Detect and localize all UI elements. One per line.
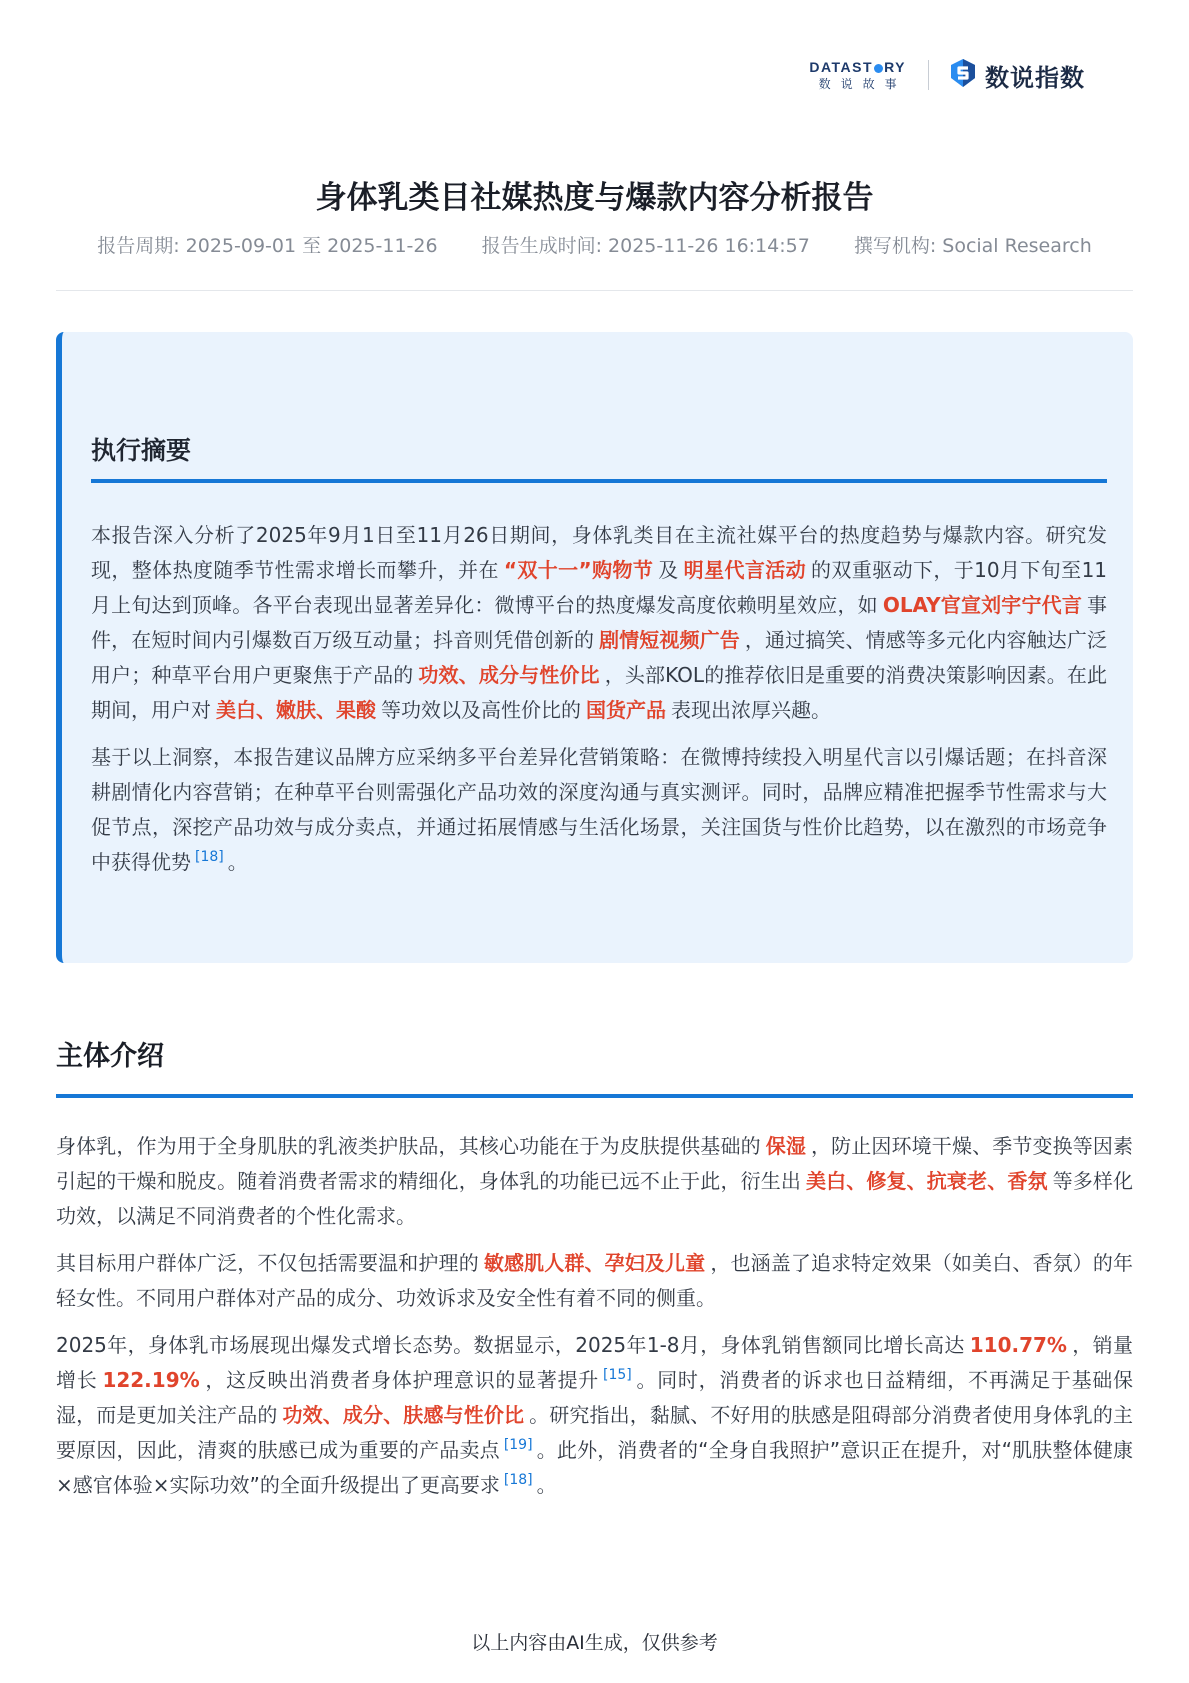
paragraph-text: 事件，在短时间内引爆数百万级互动量；抖音则凭借创新的 [91,593,1108,652]
report-author: 撰写机构: Social Research [853,235,1092,257]
highlight-keyword: 功效、成分、肤感与性价比 [282,1403,525,1427]
paragraph-text: 表现出浓厚兴趣。 [671,698,831,722]
datastory-wordmark: DATAST RY [809,59,906,75]
highlight-keyword: 美白、嫩肤、果酸 [216,698,376,722]
datastory-chinese-name: 数说故事 [818,77,907,91]
highlight-keyword: 明星代言活动 [683,558,807,582]
intro-heading-underline [56,1094,1133,1098]
paragraph-text: ，也涵盖了追求特定效果（如美白、香氛）的年轻女性。不同用户群体对产品的成分、功效诉求及安全性有着不同的侧重。 [56,1251,1134,1310]
brand-logo [949,58,1085,93]
logo-divider [928,60,929,90]
header-divider [56,290,1133,291]
highlight-keyword: 国货产品 [586,698,666,722]
highlight-keyword: 敏感肌人群、孕妇及儿童 [483,1251,706,1275]
brand-name: 数说指数 [985,63,1085,92]
report-meta [0,231,1189,258]
paragraph-text: 等功效以及高性价比的 [381,698,581,722]
paragraph-text: ，头部KOL的推荐依旧是重要的消费决策影响因素。在此期间，用户对 [91,663,1108,722]
citation-link[interactable]: [18] [503,1472,533,1489]
highlight-keyword: 美白、修复、抗衰老、香氛 [805,1169,1048,1193]
intro-body [56,1129,1133,1503]
paragraph-text: 本报告深入分析了2025年9月1日至11月26日期间，身体乳类目在主流社媒平台的热度趋势与爆款内容。研究发现，整体热度随季节性需求增长而攀升，并在 [91,523,1107,582]
report-period: 报告周期: 2025-09-01 至 2025-11-26 [97,235,438,257]
intro-heading: 主体介绍 [56,1041,164,1072]
paragraph-text: 及 [658,558,679,582]
highlight-keyword: “双十一”购物节 [503,558,654,582]
summary-heading: 执行摘要 [91,436,192,465]
report-title: 身体乳类目社媒热度与爆款内容分析报告 [315,180,874,216]
paragraph-text: ，防止因环境干燥、季节变换等因素引起的干燥和脱皮。随着消费者需求的精细化，身体乳的功能已远不止于此，衍生出 [56,1134,1134,1193]
highlight-keyword: 122.19% [102,1368,200,1392]
logo-dot-icon [874,64,883,73]
paragraph-text: 。 [536,1473,557,1497]
paragraph-text: 。研究指出，黏腻、不好用的肤感是阻碍部分消费者使用身体乳的主要原因，因此，清爽的肤感已成为重要的产品卖点 [56,1403,1134,1462]
paragraph-text: 其目标用户群体广泛，不仅包括需要温和护理的 [56,1251,479,1275]
paragraph [56,1246,1133,1316]
report-generated-time: 报告生成时间: 2025-11-26 16:14:57 [481,235,810,257]
paragraph [91,518,1107,728]
datastory-logo [809,60,906,90]
executive-summary [56,332,1133,963]
highlight-keyword: 110.77% [969,1333,1067,1357]
paragraph-text: 等多样化功效，以满足不同消费者的个性化需求。 [56,1169,1134,1228]
paragraph-text: ，通过搞笑、情感等多元化内容触达广泛用户；种草平台用户更聚焦于产品的 [91,628,1108,687]
paragraph [56,1328,1133,1503]
paragraph [56,1129,1133,1234]
paragraph-text: 2025年，身体乳市场展现出爆发式增长态势。数据显示，2025年1-8月，身体乳销售额同比增长高达 [56,1333,965,1357]
paragraph-text: ，销量增长 [56,1333,1133,1392]
highlight-keyword: 功效、成分与性价比 [418,663,600,687]
paragraph-text: 。同时，消费者的诉求也日益精细，不再满足于基础保湿，而是更加关注产品的 [56,1368,1134,1427]
ai-disclaimer: 以上内容由AI生成，仅供参考 [471,1632,718,1654]
subject-introduction [56,1034,1133,1503]
paragraph-text: 身体乳，作为用于全身肌肤的乳液类护肤品，其核心功能在于为皮肤提供基础的 [56,1134,761,1158]
citation-link[interactable]: [15] [603,1367,632,1384]
citation-link[interactable]: [18] [195,849,224,866]
highlight-keyword: 剧情短视频广告 [599,628,740,652]
paragraph-text: 。此外，消费者的“全身自我照护”意识正在提升，对“肌肤整体健康×感官体验×实际功效”的全面升级提出了更高要求 [56,1438,1134,1497]
citation-link[interactable]: [19] [503,1437,533,1454]
highlight-keyword: 保湿 [765,1134,806,1158]
shield-s-icon [949,58,977,92]
summary-body [91,518,1107,880]
summary-heading-underline [91,479,1107,483]
paragraph-text: 的双重驱动下，于10月下旬至11月上旬达到顶峰。各平台表现出显著差异化：微博平台的热度爆发高度依赖明星效应，如 [91,558,1108,617]
header-logos [809,52,1085,98]
paragraph-text: 。 [227,850,248,874]
highlight-keyword: OLAY官宣刘宇宁代言 [882,593,1083,617]
paragraph-text: 基于以上洞察，本报告建议品牌方应采纳多平台差异化营销策略：在微博持续投入明星代言以引爆话题；在抖音深耕剧情化内容营销；在种草平台则需强化产品功效的深度沟通与真实测评。同时，品牌应精准把握季节性需求与大促节点，深挖产品功效与成分卖点，并通过拓展情感与生活化场景，关注国货与性价比趋势，以在激烈的市场竞争中获得优势 [91,745,1107,874]
paragraph-text: ，这反映出消费者身体护理意识的显著提升 [204,1368,600,1392]
paragraph [91,740,1107,880]
